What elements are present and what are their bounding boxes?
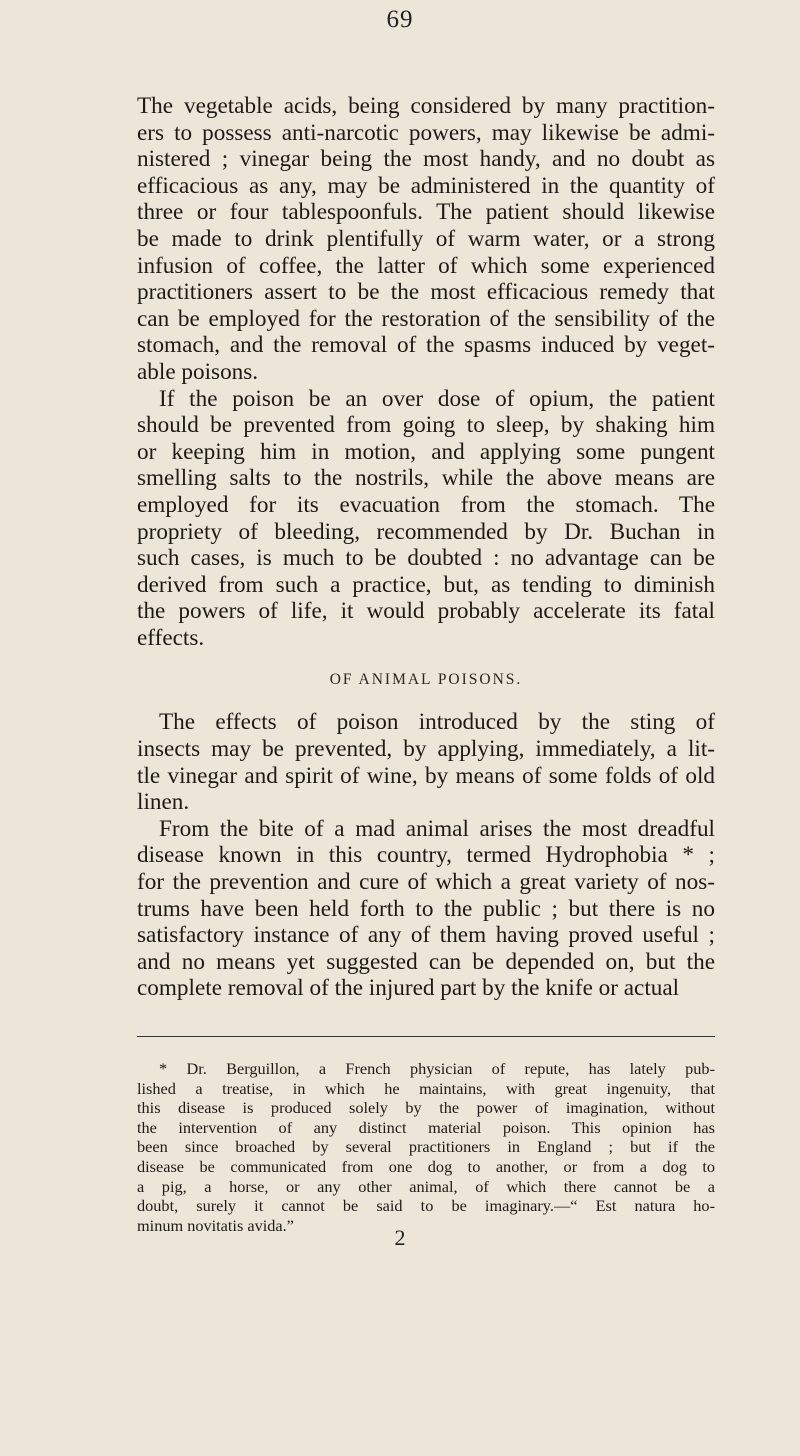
text-line: three or four tablespoonfuls. The patient should likewise — [137, 199, 715, 226]
text-line: smelling salts to the nostrils, while the above means are — [137, 465, 715, 492]
paragraphs-after-heading — [137, 709, 715, 1002]
text-line: From the bite of a mad animal arises the most dreadful — [159, 815, 715, 842]
footnote-line: been since broached by several practitioners in England ; but if the — [137, 1137, 715, 1157]
text-line: and no means yet suggested can be depended on, but the — [137, 948, 715, 975]
text-line: trums have been held forth to the public ; but there is no — [137, 895, 715, 922]
text-line: derived from such a practice, but, as tending to diminish — [137, 571, 715, 598]
text-line: able poisons. — [137, 358, 259, 385]
footnote-line: disease be communicated from one dog to another, or from a dog to — [137, 1156, 715, 1176]
text-line: such cases, is much to be doubted : no advantage can be — [137, 545, 715, 572]
text-line: linen. — [137, 789, 190, 816]
footnote-line: the intervention of any distinct material poison. This opinion has — [137, 1117, 715, 1137]
footnote-line: minum novitatis avida.” — [137, 1215, 294, 1235]
body-paragraph — [137, 93, 715, 386]
text-line: or keeping him in motion, and applying some pungent — [137, 438, 715, 465]
body-text — [137, 93, 715, 1002]
text-line: efficacious as any, may be administered in the quantity of — [137, 172, 715, 199]
text-line: should be prevented from going to sleep, by shaking him — [137, 412, 715, 439]
section-heading-wrap — [137, 665, 715, 695]
footnote — [137, 1059, 715, 1235]
text-line: tle vinegar and spirit of wine, by means of some folds of old — [137, 762, 715, 789]
footnote-line: lished a treatise, in which he maintains, with great ingenuity, that — [137, 1078, 715, 1098]
footnote-line: * Dr. Berguillon, a French physician of repute, has lately pub- — [159, 1059, 715, 1078]
text-line: stomach, and the removal of the spasms induced by veget- — [137, 332, 715, 359]
section-heading: OF ANIMAL POISONS. — [329, 671, 523, 689]
text-line: The effects of poison introduced by the sting of — [159, 709, 715, 736]
text-line: If the poison be an over dose of opium, the patient — [159, 385, 715, 412]
text-line: for the prevention and cure of which a great variety of nos- — [137, 869, 715, 896]
text-line: ers to possess anti-narcotic powers, may likewise be admi- — [137, 119, 715, 146]
body-paragraph — [137, 709, 715, 815]
text-line: be made to drink plentifully of warm water, or a strong — [137, 225, 715, 252]
text-line: effects. — [137, 624, 205, 651]
footnote-line: this disease is produced solely by the power of imagination, without — [137, 1098, 715, 1118]
text-line: complete removal of the injured part by the knife or actual — [137, 975, 680, 1002]
text-line: nistered ; vinegar being the most handy, and no doubt as — [137, 146, 715, 173]
signature-mark: 2 — [394, 1225, 406, 1250]
text-line: the powers of life, it would probably accelerate its fatal — [137, 598, 715, 625]
footnote-line: a pig, a horse, or any other animal, of which there cannot be a — [137, 1176, 715, 1196]
footnote-divider — [137, 1036, 715, 1037]
text-line: can be employed for the restoration of the sensibility of the — [137, 305, 715, 332]
text-line: propriety of bleeding, recommended by Dr. Buchan in — [137, 518, 715, 545]
body-paragraph — [137, 816, 715, 1002]
text-line: employed for its evacuation from the stomach. The — [137, 491, 715, 518]
text-line: practitioners assert to be the most efficacious remedy that — [137, 279, 715, 306]
paragraphs-before-heading — [137, 93, 715, 651]
footnote-line: doubt, surely it cannot be said to be imaginary.—“ Est natura ho- — [137, 1196, 715, 1216]
page-number: 69 — [386, 6, 414, 33]
body-paragraph — [137, 386, 715, 652]
text-line: insects may be prevented, by applying, immediately, a lit- — [137, 736, 715, 763]
text-line: disease known in this country, termed Hydrophobia * ; — [137, 842, 715, 869]
text-line: infusion of coffee, the latter of which some experienced — [137, 252, 715, 279]
text-line: satisfactory instance of any of them having proved useful ; — [137, 922, 715, 949]
text-line: The vegetable acids, being considered by many practition- — [137, 93, 715, 119]
